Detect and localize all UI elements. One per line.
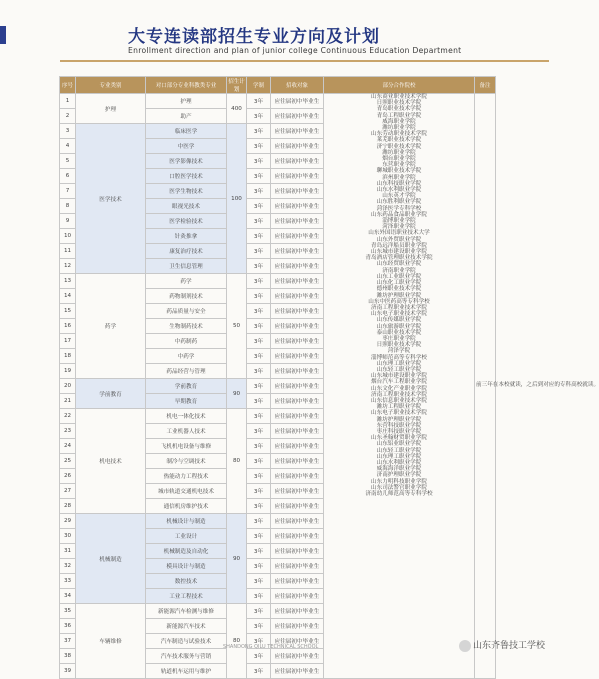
recruit-target: 应往届初中毕业生 [271, 469, 324, 484]
program-name: 护理 [146, 94, 227, 109]
partner-school-item: 山东文化产业职业学院 [371, 385, 427, 392]
partner-school-item: 山东胜利职业学院 [376, 199, 422, 206]
recruit-target: 应往届初中毕业生 [271, 124, 324, 139]
partner-school-item: 菏泽学院 [387, 348, 411, 355]
program-years: 3年 [247, 664, 271, 679]
partner-schools [324, 94, 475, 679]
partner-school-item: 潍坊护理职业学院 [376, 416, 422, 423]
recruit-target: 应往届初中毕业生 [271, 259, 324, 274]
partner-school-item: 山东轻工职业学院 [376, 366, 422, 373]
program-years: 3年 [247, 94, 271, 109]
recruit-target: 应往届初中毕业生 [271, 514, 324, 529]
row-number: 13 [60, 274, 76, 289]
row-number: 39 [60, 664, 76, 679]
program-years: 3年 [247, 319, 271, 334]
recruit-target: 应往届初中毕业生 [271, 94, 324, 109]
recruit-target: 应往届初中毕业生 [271, 304, 324, 319]
row-number: 36 [60, 619, 76, 634]
row-number: 37 [60, 634, 76, 649]
program-years: 3年 [247, 334, 271, 349]
program-years: 3年 [247, 214, 271, 229]
partner-school-item: 潍坊职业学院 [382, 125, 416, 132]
row-number: 7 [60, 184, 76, 199]
recruit-target: 应往届初中毕业生 [271, 154, 324, 169]
program-name: 口腔医学技术 [146, 169, 227, 184]
program-years: 3年 [247, 304, 271, 319]
recruit-target: 应往届初中毕业生 [271, 139, 324, 154]
enrollment-plan: 90 [227, 379, 247, 409]
partner-school-item: 山东力明科技职业学院 [371, 478, 427, 485]
program-years: 3年 [247, 604, 271, 619]
program-years: 3年 [247, 514, 271, 529]
program-name: 飞机机电设备与维修 [146, 439, 227, 454]
partner-school-item: 菏泽医学专科学校 [376, 205, 422, 212]
recruit-target: 应往届初中毕业生 [271, 409, 324, 424]
header-no: 序号 [60, 77, 76, 94]
major-category: 护理 [76, 94, 146, 124]
major-category: 药学 [76, 274, 146, 379]
partner-school-item: 日照职业技术学院 [376, 100, 422, 107]
partner-school-item: 莱芜职业技术学院 [376, 137, 422, 144]
header-years: 学制 [247, 77, 271, 94]
page-title: 大专连读部招生专业方向及计划 [128, 27, 380, 47]
recruit-target: 应往届初中毕业生 [271, 364, 324, 379]
partner-school-item: 山东药品食品职业学院 [371, 211, 427, 218]
recruit-target: 应往届初中毕业生 [271, 274, 324, 289]
program-name: 通信机房维护技术 [146, 499, 227, 514]
row-number: 28 [60, 499, 76, 514]
table-row [60, 94, 496, 109]
program-name: 医学影像技术 [146, 154, 227, 169]
program-years: 3年 [247, 184, 271, 199]
row-number: 20 [60, 379, 76, 394]
row-number: 22 [60, 409, 76, 424]
recruit-target: 应往届初中毕业生 [271, 589, 324, 604]
partner-school-item: 山东理工职业学院 [376, 453, 422, 460]
program-name: 药品质量与安全 [146, 304, 227, 319]
partner-school-item: 威海职业学院 [382, 118, 416, 125]
title-accent-bar [0, 26, 6, 44]
program-name: 中医学 [146, 139, 227, 154]
recruit-target: 应往届初中毕业生 [271, 109, 324, 124]
recruit-target: 应往届初中毕业生 [271, 499, 324, 514]
partner-school-item: 潍坊工程职业学院 [376, 404, 422, 411]
partner-school-item: 聊城职业技术学院 [376, 168, 422, 175]
program-years: 3年 [247, 574, 271, 589]
recruit-target: 应往届初中毕业生 [271, 199, 324, 214]
enrollment-plan: 100 [227, 124, 247, 274]
recruit-target: 应往届初中毕业生 [271, 604, 324, 619]
enrollment-plan: 80 [227, 409, 247, 514]
row-number: 15 [60, 304, 76, 319]
row-number: 29 [60, 514, 76, 529]
program-years: 3年 [247, 499, 271, 514]
program-years: 3年 [247, 544, 271, 559]
program-name: 康复治疗技术 [146, 244, 227, 259]
recruit-target: 应往届初中毕业生 [271, 664, 324, 679]
program-name: 卫生信息管理 [146, 259, 227, 274]
row-number: 31 [60, 544, 76, 559]
program-name: 城市轨道交通机电技术 [146, 484, 227, 499]
partner-school-item: 滨州职业学院 [382, 174, 416, 181]
partner-school-item: 东营职业学院 [382, 162, 416, 169]
partner-school-item: 山东轻工职业学院 [376, 447, 422, 454]
header-major: 专业类别 [76, 77, 146, 94]
partner-school-item: 潍坊护理职业学院 [376, 292, 422, 299]
partner-school-item: 山东铝业职业学院 [376, 441, 422, 448]
row-number: 1 [60, 94, 76, 109]
partner-school-item: 青岛酒店管理职业技术学院 [365, 255, 433, 262]
program-years: 3年 [247, 394, 271, 409]
row-number: 4 [60, 139, 76, 154]
program-years: 3年 [247, 649, 271, 664]
page-subtitle: Enrollment direction and plan of junior college Continuous Education Department [128, 46, 462, 55]
partner-school-item: 济宁职业技术学院 [376, 143, 422, 150]
row-number: 23 [60, 424, 76, 439]
row-number: 33 [60, 574, 76, 589]
recruit-target: 应往届初中毕业生 [271, 319, 324, 334]
row-number: 14 [60, 289, 76, 304]
partner-school-item: 山东电子职业技术学院 [371, 311, 427, 318]
program-years: 3年 [247, 634, 271, 649]
row-number: 19 [60, 364, 76, 379]
partner-school-item: 山东外贸职业学院 [376, 236, 422, 243]
program-name: 新能源汽车技术 [146, 619, 227, 634]
program-name: 生物制药技术 [146, 319, 227, 334]
wechat-watermark [459, 638, 545, 652]
row-number: 3 [60, 124, 76, 139]
row-number: 18 [60, 349, 76, 364]
partner-school-item: 山东外国语职业技术大学 [368, 230, 430, 237]
row-number: 6 [60, 169, 76, 184]
recruit-target: 应往届初中毕业生 [271, 169, 324, 184]
program-name: 机电一体化技术 [146, 409, 227, 424]
program-name: 中药学 [146, 349, 227, 364]
partner-school-item: 山东化工职业学院 [376, 280, 422, 287]
partner-school-item: 东营科技职业学院 [376, 422, 422, 429]
program-name: 数控技术 [146, 574, 227, 589]
recruit-target: 应往届初中毕业生 [271, 454, 324, 469]
row-number: 12 [60, 259, 76, 274]
table-header-row [60, 77, 496, 94]
partner-school-item: 济南幼儿师范高等专科学校 [365, 491, 433, 497]
title-divider [60, 60, 549, 62]
program-name: 眼视光技术 [146, 199, 227, 214]
partner-school-item: 济南职业学院 [382, 267, 416, 274]
partner-school-item: 潍坊职业学院 [382, 149, 416, 156]
recruit-target: 应往届初中毕业生 [271, 229, 324, 244]
partner-school-item: 山东英才学院 [382, 193, 416, 200]
partner-school-item: 烟台汽车工程职业学院 [371, 379, 427, 386]
program-name: 药品经营与管理 [146, 364, 227, 379]
program-name: 学前教育 [146, 379, 227, 394]
program-years: 3年 [247, 589, 271, 604]
row-number: 35 [60, 604, 76, 619]
program-years: 3年 [247, 244, 271, 259]
partner-school-item: 山东传媒职业学院 [376, 317, 422, 324]
header-remark: 备注 [475, 77, 496, 94]
partner-school-item: 青岛工程职业学院 [376, 112, 422, 119]
program-name: 机械设计与制造 [146, 514, 227, 529]
major-category: 学前教育 [76, 379, 146, 409]
program-name: 中药制药 [146, 334, 227, 349]
partner-school-item: 淄博职业学院 [382, 218, 416, 225]
partner-school-item: 威海海洋职业学院 [376, 466, 422, 473]
program-name: 早期教育 [146, 394, 227, 409]
recruit-target: 应往届初中毕业生 [271, 484, 324, 499]
program-years: 3年 [247, 289, 271, 304]
partner-school-item: 山东圣翰财贸职业学院 [371, 435, 427, 442]
row-number: 30 [60, 529, 76, 544]
row-number: 17 [60, 334, 76, 349]
row-number: 21 [60, 394, 76, 409]
program-name: 医学检验技术 [146, 214, 227, 229]
enrollment-plan: 80 [227, 604, 247, 679]
header-schools: 部分合作院校 [324, 77, 475, 94]
partner-school-item: 山东水利职业学院 [376, 187, 422, 194]
program-name: 工业机器人技术 [146, 424, 227, 439]
header-target: 招收对象 [271, 77, 324, 94]
recruit-target: 应往届初中毕业生 [271, 544, 324, 559]
program-name: 制冷与空调技术 [146, 454, 227, 469]
program-name: 热能动力工程技术 [146, 469, 227, 484]
recruit-target: 应往届初中毕业生 [271, 214, 324, 229]
program-name: 汽车制造与试验技术 [146, 634, 227, 649]
program-name: 药学 [146, 274, 227, 289]
program-name: 新能源汽车检测与维修 [146, 604, 227, 619]
program-name: 针灸推拿 [146, 229, 227, 244]
partner-school-item: 山东经贸职业学院 [376, 261, 422, 268]
program-years: 3年 [247, 169, 271, 184]
program-years: 3年 [247, 139, 271, 154]
row-number: 10 [60, 229, 76, 244]
program-years: 3年 [247, 109, 271, 124]
recruit-target: 应往届初中毕业生 [271, 649, 324, 664]
partner-school-item: 山东水利职业学院 [376, 459, 422, 466]
watermark-text: 山东齐鲁技工学校 [472, 641, 545, 651]
recruit-target: 应往届初中毕业生 [271, 574, 324, 589]
program-years: 3年 [247, 274, 271, 289]
partner-school-item: 山东信息职业技术学院 [371, 397, 427, 404]
recruit-target: 应往届初中毕业生 [271, 349, 324, 364]
program-name: 工业工程技术 [146, 589, 227, 604]
program-years: 3年 [247, 154, 271, 169]
program-years: 3年 [247, 229, 271, 244]
partner-school-item: 山东司法警官职业学院 [371, 484, 427, 491]
program-name: 模具设计与制造 [146, 559, 227, 574]
row-number: 24 [60, 439, 76, 454]
recruit-target: 应往届初中毕业生 [271, 394, 324, 409]
major-category: 车辆维修 [76, 604, 146, 679]
enrollment-plan: 400 [227, 94, 247, 124]
program-name: 汽车技术服务与营销 [146, 649, 227, 664]
recruit-target: 应往届初中毕业生 [271, 289, 324, 304]
row-number: 34 [60, 589, 76, 604]
program-years: 3年 [247, 454, 271, 469]
row-number: 2 [60, 109, 76, 124]
program-years: 3年 [247, 484, 271, 499]
partner-school-item: 山东中医药高等专科学校 [368, 298, 430, 305]
recruit-target: 应往届初中毕业生 [271, 244, 324, 259]
partner-school-item: 济南工程职业技术学院 [371, 391, 427, 398]
partner-school-item: 青岛远洋船员职业学院 [371, 242, 427, 249]
partner-school-item: 菏泽职业学院 [382, 224, 416, 231]
program-years: 3年 [247, 619, 271, 634]
row-number: 16 [60, 319, 76, 334]
partner-school-item: 山东劳动职业技术学院 [371, 131, 427, 138]
major-category: 机械制造 [76, 514, 146, 604]
header-program: 对口部分专业科教类专业 [146, 77, 227, 94]
partner-school-item: 山东工业职业学院 [376, 273, 422, 280]
program-years: 3年 [247, 379, 271, 394]
program-years: 3年 [247, 259, 271, 274]
program-years: 3年 [247, 469, 271, 484]
program-name: 临床医学 [146, 124, 227, 139]
partner-school-item: 济南护理职业学院 [376, 472, 422, 479]
recruit-target: 应往届初中毕业生 [271, 439, 324, 454]
partner-school-item: 德州职业技术学院 [376, 286, 422, 293]
program-years: 3年 [247, 199, 271, 214]
major-category: 机电技术 [76, 409, 146, 514]
partner-school-item: 烟台职业学院 [382, 156, 416, 163]
row-number: 8 [60, 199, 76, 214]
row-number: 9 [60, 214, 76, 229]
program-name: 医学生物技术 [146, 184, 227, 199]
program-name: 助产 [146, 109, 227, 124]
partner-school-item: 青岛职业技术学院 [376, 106, 422, 113]
partner-school-item: 山东旅游职业学院 [376, 323, 422, 330]
row-number: 26 [60, 469, 76, 484]
recruit-target: 应往届初中毕业生 [271, 529, 324, 544]
row-number: 38 [60, 649, 76, 664]
program-name: 药物制剂技术 [146, 289, 227, 304]
partner-school-item: 枣庄科技职业学院 [376, 428, 422, 435]
program-years: 3年 [247, 409, 271, 424]
footer-school-logo-text: SHANDONG QILU TECHNICAL SCHOOL [223, 644, 319, 650]
recruit-target: 应往届初中毕业生 [271, 634, 324, 649]
program-years: 3年 [247, 364, 271, 379]
partner-school-item: 枣庄职业学院 [382, 335, 416, 342]
enrollment-plan: 50 [227, 274, 247, 379]
partner-school-item: 淄博师范高等专科学校 [371, 354, 427, 361]
enrollment-plan: 90 [227, 514, 247, 604]
row-number: 32 [60, 559, 76, 574]
partner-school-item: 泰山职业技术学院 [376, 329, 422, 336]
program-years: 3年 [247, 529, 271, 544]
recruit-target: 应往届初中毕业生 [271, 619, 324, 634]
partner-school-item: 山东城市建设职业学院 [371, 373, 427, 380]
program-name: 工业设计 [146, 529, 227, 544]
row-number: 5 [60, 154, 76, 169]
partner-school-item: 山东电子职业技术学院 [371, 410, 427, 417]
partner-school-item: 山东科技职业学院 [376, 180, 422, 187]
program-years: 3年 [247, 124, 271, 139]
remark-note: 前三年在本校就读，之后到对应的专科高校就读。 [475, 94, 496, 679]
recruit-target: 应往届初中毕业生 [271, 559, 324, 574]
program-name: 机械制造及自动化 [146, 544, 227, 559]
partner-school-item: 日照职业技术学院 [376, 342, 422, 349]
partner-school-item: 济南工程职业技术学院 [371, 304, 427, 311]
major-category: 医学技术 [76, 124, 146, 274]
row-number: 25 [60, 454, 76, 469]
partner-school-item: 山东商业职业技术学院 [371, 94, 427, 100]
recruit-target: 应往届初中毕业生 [271, 379, 324, 394]
header-plan: 招生计划 [227, 77, 247, 94]
program-years: 3年 [247, 349, 271, 364]
row-number: 11 [60, 244, 76, 259]
recruit-target: 应往届初中毕业生 [271, 184, 324, 199]
partner-school-item: 山东理工职业学院 [376, 360, 422, 367]
row-number: 27 [60, 484, 76, 499]
program-years: 3年 [247, 439, 271, 454]
recruit-target: 应往届初中毕业生 [271, 334, 324, 349]
wechat-icon [459, 640, 471, 652]
program-name: 轨道机车运用与维护 [146, 664, 227, 679]
recruit-target: 应往届初中毕业生 [271, 424, 324, 439]
program-years: 3年 [247, 559, 271, 574]
program-years: 3年 [247, 424, 271, 439]
partner-school-item: 山东城市建设职业学院 [371, 249, 427, 256]
